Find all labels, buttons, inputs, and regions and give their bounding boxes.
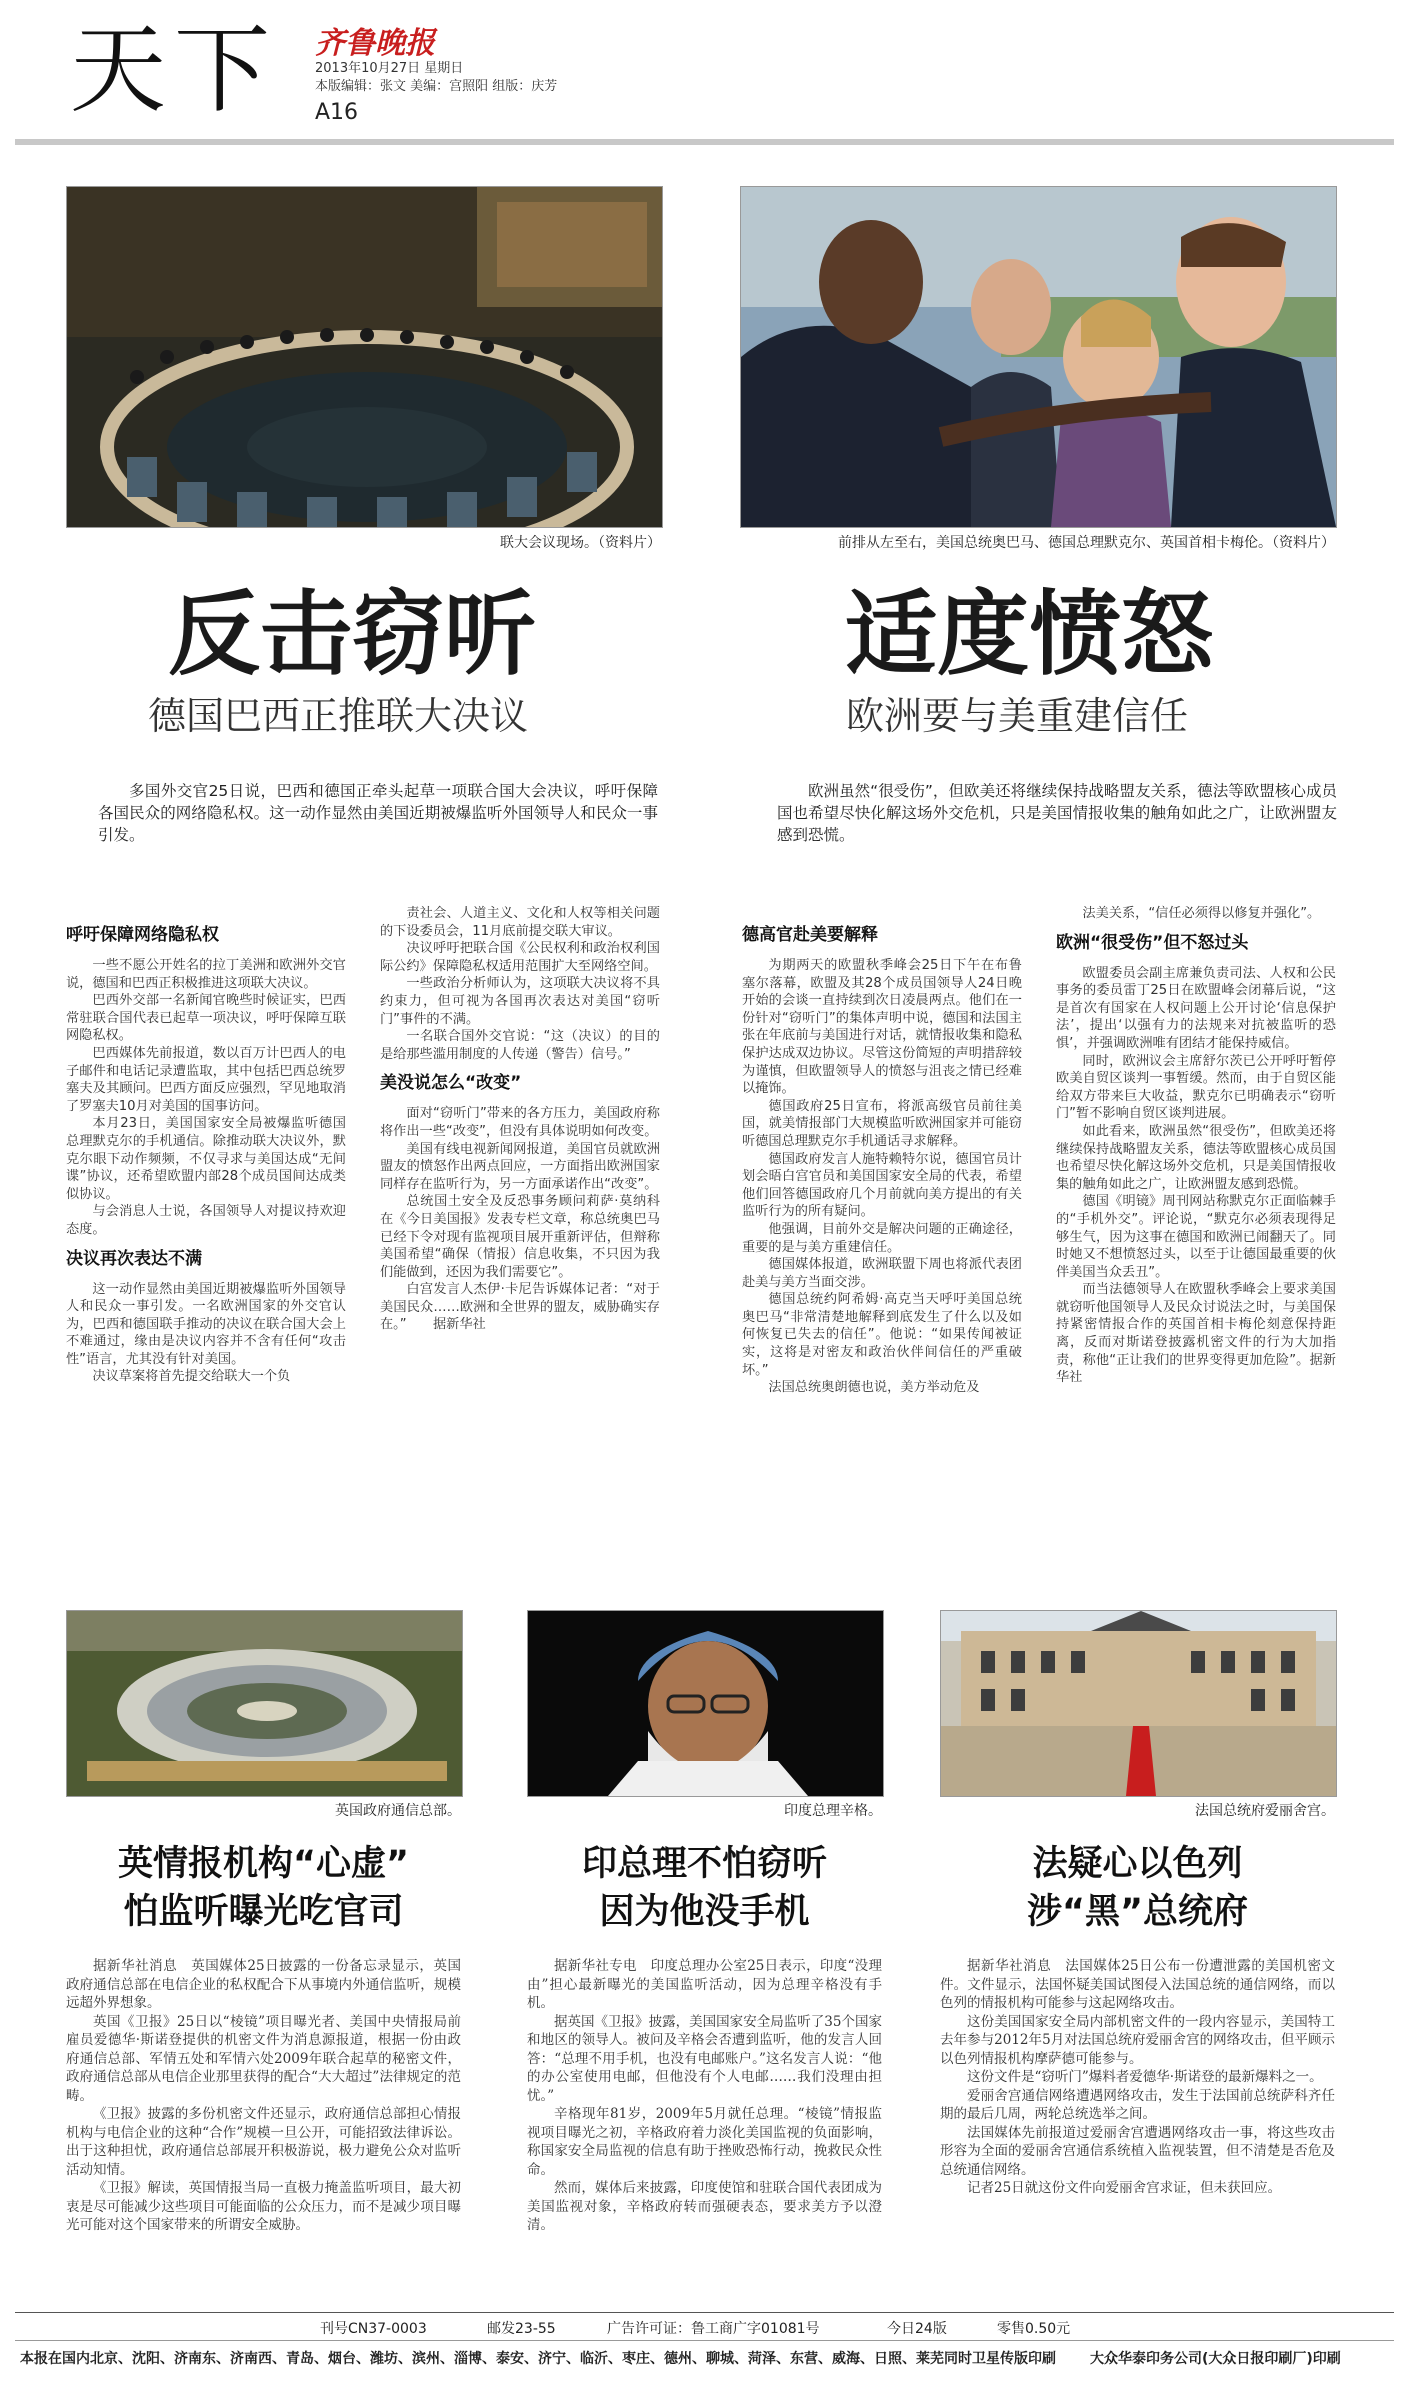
- right-column-1: [742, 915, 1022, 1565]
- right-column-2: [1056, 905, 1336, 1565]
- column-subheading: 欧洲“很受伤”但不怒过头: [1056, 932, 1249, 953]
- column-paragraph: 责社会、人道主义、文化和人权等相关问题的下设委员会，11月底前提交联大审议。: [380, 906, 660, 939]
- column-paragraph: 美国有线电视新闻网报道，美国官员就欧洲盟友的愤怒作出两点回应，一方面指出欧洲国家同样存在监听行为，另一方面承诺作出“改变”。: [380, 1141, 660, 1192]
- column-subheading: 呼吁保障网络隐私权: [66, 925, 219, 945]
- elysee-illustration: [941, 1611, 1336, 1796]
- column-paragraph: 而当法德领导人在欧盟秋季峰会上要求美国就窃听他国领导人及民众讨说法之时，与美国保持紧密情报合作的英国首相卡梅伦刻意保持距离，反而对斯诺登披露机密文件的行为大加指责，称他“正让我们的世界变得更加危险”。据新华社: [1056, 1282, 1336, 1386]
- column-paragraph: 德国总统约阿希姆·高克当天呼吁美国总统奥巴马“非常清楚地解释到底发生了什么以及如何恢复已失去的信任”。他说：“如果传闻被证实，这将是对密友和政治伙伴间信任的严重破坏。”: [742, 1292, 1022, 1378]
- page-number: A16: [315, 100, 359, 125]
- column-paragraph: 巴西外交部一名新闻官晚些时候证实，巴西常驻联合国代表已起草一项决议，呼吁保障互联网隐私权。: [66, 993, 346, 1044]
- top-rule: [15, 139, 1394, 145]
- column-paragraph: 总统国土安全及反恐事务顾问莉萨·莫纳科在《今日美国报》发表专栏文章，称总统奥巴马已经下令对现有监视项目展开重新评估，但辩称美国希望“确保（情报）信息收集，不只因为我们能做到，还因为我们需要它”。: [380, 1194, 660, 1280]
- story-paragraph: 据新华社消息 英国媒体25日披露的一份备忘录显示，英国政府通信总部在电信企业的私权配合下从事境内外通信监听，规模远超外界想象。: [66, 1958, 461, 2011]
- column-paragraph: 白宫发言人杰伊·卡尼告诉媒体记者：“对于美国民众……欧洲和全世界的盟友，威胁确实存在。” 据新华社: [380, 1282, 660, 1333]
- column-paragraph: 一些政治分析师认为，这项联大决议将不具约束力，但可视为各国再次表达对美国“窃听门”事件的不满。: [380, 976, 660, 1027]
- column-paragraph: 同时，欧洲议会主席舒尔茨已公开呼吁暂停欧美自贸区谈判一事暂缓。然而，由于自贸区能给双方带来巨大收益，默克尔已明确表示“窃听门”暂不影响自贸区谈判进展。: [1056, 1053, 1336, 1122]
- india-headline-2: 因为他没手机: [599, 1892, 810, 1932]
- leaders-photo-caption: 前排从左至右，美国总统奥巴马、德国总理默克尔、英国首相卡梅伦。（资料片）: [838, 535, 1335, 551]
- singh-photo-caption: 印度总理辛格。: [784, 1803, 882, 1819]
- column-paragraph: 欧盟委员会副主席兼负责司法、人权和公民事务的委员雷丁25日在欧盟峰会闭幕后说，“这是首次有国家在人权问题上公开讨论‘信息保护法’，提出‘以强有力的法规来对抗被监听的恐惧’，并强调欧洲唯有团结才能保持威信。: [1056, 965, 1336, 1051]
- story-paragraph: 据英国《卫报》披露，美国国家安全局监听了35个国家和地区的领导人。被问及辛格会否遭到监听，他的发言人回答：“总理不用手机，也没有电邮账户。”这名发言人说：“他的办公室使用电邮，但他没有个人电邮……我们没理由担忧。”: [527, 2013, 882, 2104]
- column-paragraph: 决议草案将首先提交给联大一个负: [92, 1369, 291, 1385]
- france-headline-2: 涉“黑”总统府: [1026, 1892, 1248, 1932]
- left-headline: 反击窃听: [168, 581, 537, 688]
- story-paragraph: 据新华社消息 法国媒体25日公布一份遭泄露的美国机密文件。文件显示，法国怀疑美国试图侵入法国总统的通信网络，而以色列的情报机构可能参与这起网络攻击。: [940, 1958, 1335, 2011]
- story-paragraph: 这份文件是“窃听门”爆料者爱德华·斯诺登的最新爆料之一。: [967, 2069, 1323, 2085]
- right-headline: 适度愤怒: [845, 581, 1214, 688]
- column-paragraph: 一些不愿公开姓名的拉丁美洲和欧洲外交官说，德国和巴西正积极推进这项联大决议。: [66, 958, 346, 991]
- footer-rule-mid: [15, 2340, 1394, 2341]
- un-photo-caption: 联大会议现场。（资料片）: [500, 535, 661, 551]
- story-paragraph: 《卫报》解读，英国情报当局一直极力掩盖监听项目，最大初衷是尽可能减少这些项目可能面临的公众压力，而不是减少项目曝光可能对这个国家带来的所谓安全威胁。: [66, 2180, 461, 2233]
- un-assembly-illustration: [67, 187, 662, 527]
- right-subhead: 欧洲要与美重建信任: [846, 694, 1189, 738]
- editors-line: 本版编辑：张文 美编：宫照阳 组版：庆芳: [315, 79, 558, 94]
- footer-license: 刊号CN37-0003: [320, 2321, 427, 2337]
- story-paragraph: 《卫报》披露的多份机密文件还显示，政府通信总部担心情报机构与电信企业的这种“合作”规模一旦公开，可能招致法律诉讼。出于这种担忧，政府通信总部展开积极游说，极力避免公众对监听活动知情。: [66, 2106, 461, 2178]
- un-assembly-photo: [66, 186, 663, 528]
- column-paragraph: 决议呼吁把联合国《公民权利和政治权利国际公约》保障隐私权适用范围扩大至网络空间。: [380, 941, 660, 974]
- right-lead: 欧洲虽然“很受伤”，但欧美还将继续保持战略盟友关系，德法等欧盟核心成员国也希望尽快化解这场外交危机，只是美国情报收集的触角如此之广，让欧洲盟友感到恐慌。: [777, 782, 1337, 844]
- column-paragraph: 德国《明镜》周刊网站称默克尔正面临棘手的“手机外交”。评论说，“默克尔必须表现得足够生气，因为这事在德国和欧洲已闹翻天了。同时她又不想愤怒过头，以至于让德国最重要的伙伴美国当众丢丑”。: [1056, 1194, 1336, 1280]
- footer-print-cities: 本报在国内北京、沈阳、济南东、济南西、青岛、烟台、潍坊、滨州、淄博、泰安、济宁、临沂、枣庄、德州、聊城、菏泽、东营、威海、日照、莱芜同时卫星传版印刷: [20, 2351, 1056, 2367]
- leaders-photo: [740, 186, 1337, 528]
- singh-photo: [527, 1610, 884, 1797]
- story-paragraph: 爱丽舍宫通信网络遭遇网络攻击，发生于法国前总统萨科齐任期的最后几周，两轮总统选举之间。: [940, 2087, 1335, 2122]
- column-paragraph: 德国媒体报道，欧洲联盟下周也将派代表团赴美与美方当面交涉。: [742, 1257, 1022, 1290]
- section-title: 天下: [70, 14, 278, 126]
- left-column-2: [380, 905, 660, 1565]
- column-subheading: 美没说怎么“改变”: [380, 1073, 522, 1094]
- story-paragraph: 英国《卫报》25日以“棱镜”项目曝光者、美国中央情报局前雇员爱德华·斯诺登提供的机密文件为消息源报道，根据一份由政府通信总部、军情五处和军情六处2009年联合起草的秘密文件，政府通信总部从电信企业那里获得的配合“大大超过”法律规定的范畴。: [66, 2013, 461, 2104]
- uk-headline-1: 英情报机构“心虚”: [117, 1844, 409, 1884]
- footer-post: 邮发23-55: [487, 2321, 556, 2337]
- column-paragraph: 如此看来，欧洲虽然“很受伤”，但欧美还将继续保持战略盟友关系，德法等欧盟核心成员国也希望尽快化解这场外交危机，只是美国情报收集的触角如此之广，让欧洲盟友感到恐慌。: [1056, 1123, 1336, 1192]
- france-story-text: [940, 1957, 1335, 2297]
- india-headline-1: 印总理不怕窃听: [581, 1844, 827, 1884]
- story-paragraph: 法国媒体先前报道过爱丽舍宫遭遇网络攻击一事，将这些攻击形容为全面的爱丽舍宫通信系统植入监视装置，但不清楚是否危及总统通信网络。: [940, 2124, 1335, 2178]
- column-paragraph: 他强调，目前外交是解决问题的正确途径，重要的是与美方重建信任。: [742, 1221, 1022, 1255]
- footer-ad-license: 广告许可证：鲁工商广字01081号: [607, 2321, 820, 2337]
- elysee-photo-caption: 法国总统府爱丽舍宫。: [1195, 1803, 1335, 1819]
- column-subheading: 决议再次表达不满: [66, 1248, 202, 1269]
- column-paragraph: 德国政府发言人施特赖特尔说，德国官员计划会晤白宫官员和美国国家安全局的代表，希望他们回答德国政府几个月前就向美方提出的有关监听行为的所有疑问。: [742, 1151, 1022, 1220]
- story-paragraph: 据新华社专电 印度总理办公室25日表示，印度“没理由”担心最新曝光的美国监听活动，因为总理辛格没有手机。: [527, 1958, 882, 2011]
- gchq-illustration: [67, 1611, 462, 1796]
- leaders-illustration: [741, 187, 1336, 527]
- france-headline-1: 法疑心以色列: [1032, 1844, 1243, 1884]
- date-line: 2013年10月27日 星期日: [315, 61, 464, 76]
- column-paragraph: 法美关系，“信任必须得以修复并强化”。: [1082, 906, 1321, 921]
- column-paragraph: 法国总统奥朗德也说，美方举动危及: [768, 1380, 980, 1396]
- india-story-text: [527, 1957, 882, 2297]
- column-paragraph: 与会消息人士说，各国领导人对提议持欢迎态度。: [66, 1204, 346, 1237]
- singh-illustration: [528, 1611, 883, 1796]
- footer-rule-top: [15, 2312, 1394, 2313]
- column-paragraph: 面对“窃听门”带来的各方压力，美国政府称将作出一些“改变”，但没有具体说明如何改变。: [380, 1106, 660, 1139]
- story-paragraph: 然而，媒体后来披露，印度使馆和驻联合国代表团成为美国监视对象，辛格政府转而强硬表态，要求美方予以澄清。: [527, 2180, 882, 2233]
- column-paragraph: 这一动作显然由美国近期被爆监听外国领导人和民众一事引发。一名欧洲国家的外交官认为，巴西和德国联手推动的决议在联合国大会上不难通过，缘由是决议内容并不含有任何“攻击性”语言，尤其没有针对美国。: [66, 1281, 346, 1367]
- story-paragraph: 这份美国国家安全局内部机密文件的一段内容显示，美国特工去年参与2012年5月对法国总统府爱丽舍宫的网络攻击，但平顾示以色列情报机构摩萨德可能参与。: [940, 2013, 1335, 2067]
- elysee-photo: [940, 1610, 1337, 1797]
- column-paragraph: 巴西媒体先前报道，数以百万计巴西人的电子邮件和电话记录遭监取，其中包括巴西总统罗塞夫及其顾问。巴西方面反应强烈，罕见地取消了罗塞夫10月对美国的国事访问。: [66, 1045, 346, 1114]
- column-paragraph: 本月23日，美国国家安全局被爆监听德国总理默克尔的手机通信。除推动联大决议外，默克尔眼下动作频频，不仅寻求与美国达成“无间谍”协议，还希望欧盟内部28个成员国间达成类似协议。: [66, 1116, 346, 1202]
- story-paragraph: 记者25日就这份文件向爱丽舍宫求证，但未获回应。: [967, 2180, 1282, 2196]
- footer-pages: 今日24版: [887, 2321, 947, 2337]
- column-paragraph: 为期两天的欧盟秋季峰会25日下午在布鲁塞尔落幕，欧盟及其28个成员国领导人24日晚开始的会谈一直持续到次日凌晨两点。他们在一份针对“窃听门”的集体声明中说，德国和法国主张在年底前与美国进行对话，就情报收集和隐私保护达成双边协议。尽管这份简短的声明措辞较为谨慎，但欧盟领导人的愤怒与沮丧之情已经难以掩饰。: [742, 958, 1022, 1097]
- uk-story-text: [66, 1957, 461, 2297]
- footer-printer: 大众华泰印务公司(大众日报印刷厂)印刷: [1090, 2351, 1341, 2367]
- left-lead: 多国外交官25日说，巴西和德国正牵头起草一项联合国大会决议，呼吁保障各国民众的网络隐私权。这一动作显然由美国近期被爆监听外国领导人和民众一事引发。: [98, 782, 658, 844]
- left-subhead: 德国巴西正推联大决议: [148, 694, 529, 738]
- column-subheading: 德高官赴美要解释: [742, 925, 878, 945]
- column-paragraph: 一名联合国外交官说：“这（决议）的目的是给那些滥用制度的人传递（警告）信号。”: [380, 1029, 660, 1062]
- story-paragraph: 辛格现年81岁，2009年5月就任总理。“棱镜”情报监视项目曝光之初，辛格政府着力淡化美国监视的负面影响，称国家安全局监视的信息有助于挫败恐怖行动，挽救民众性命。: [527, 2106, 882, 2178]
- left-column-1: [66, 915, 346, 1565]
- gchq-photo: [66, 1610, 463, 1797]
- column-paragraph: 德国政府25日宣布，将派高级官员前往美国，就美情报部门大规模监听欧洲国家并可能窃听德国总理默克尔手机通话寻求解释。: [742, 1098, 1022, 1149]
- gchq-photo-caption: 英国政府通信总部。: [335, 1803, 461, 1819]
- uk-headline-2: 怕监听曝光吃官司: [123, 1892, 404, 1932]
- paper-name: 齐鲁晚报: [315, 26, 435, 61]
- footer-price: 零售0.50元: [997, 2321, 1071, 2337]
